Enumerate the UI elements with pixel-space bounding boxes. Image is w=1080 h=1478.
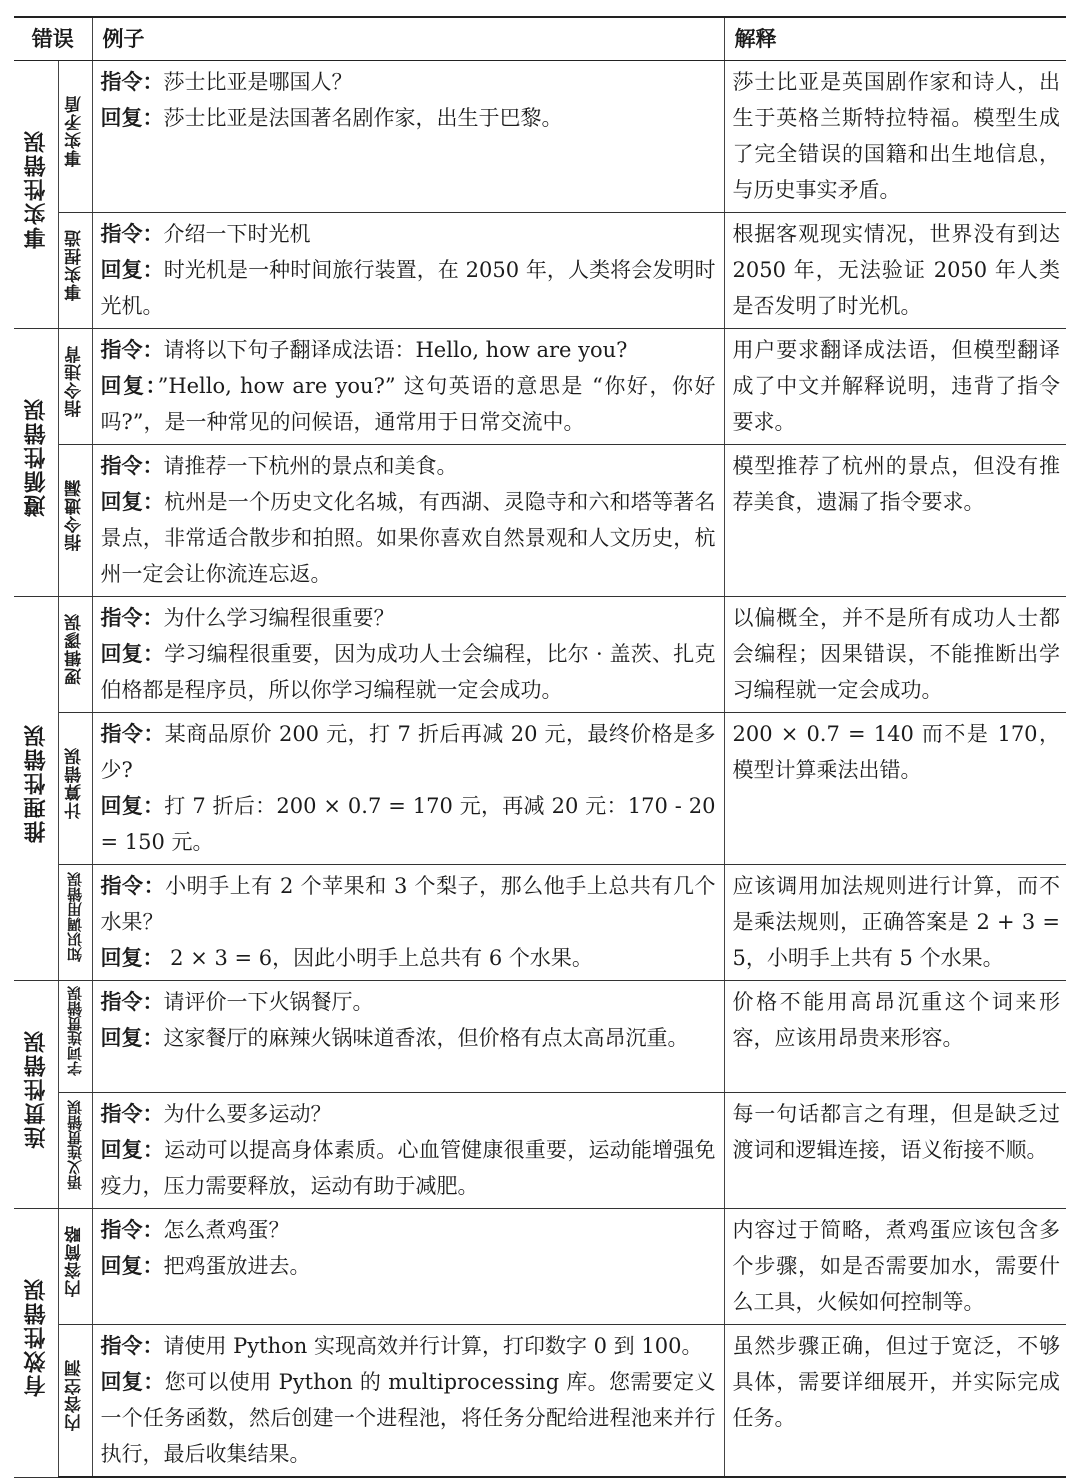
instruction-text: 介绍一下时光机 — [163, 222, 311, 246]
instruction-text: 为什么要多运动？ — [163, 1102, 332, 1126]
example-cell — [92, 713, 724, 865]
instruction-label: 指令： — [100, 221, 164, 246]
subcategory-cell — [58, 213, 92, 329]
subcategory-cell — [58, 597, 92, 713]
example-cell — [92, 445, 724, 597]
subcategory-cell — [58, 1209, 92, 1325]
example-cell — [92, 329, 724, 445]
reply-label: 回复： — [100, 257, 164, 282]
table-row — [14, 445, 1066, 597]
subcategory-cell — [58, 329, 92, 445]
instruction-label: 指令： — [100, 605, 164, 630]
subcategory-label: 逻辑谬误 — [64, 613, 85, 685]
error-taxonomy-table — [14, 16, 1066, 1478]
reply-label: 回复： — [100, 489, 165, 514]
instruction-text: 小明手上有 2 个苹果和 3 个梨子，那么他手上总共有几个水果？ — [100, 874, 716, 934]
table-row — [14, 713, 1066, 865]
instruction-label: 指令： — [100, 337, 164, 362]
instruction-label: 指令： — [100, 873, 166, 898]
instruction-label: 指令： — [100, 1217, 164, 1242]
reply-text: ”Hello, how are you?” 这句英语的意思是 “你好，你好吗?”，是一种常见的问候语，通常用于日常交流中。 — [100, 374, 716, 434]
explanation-cell: 内容过于简略，煮鸡蛋应该包含多个步骤，如是否需要加水，需要什么工具，火候如何控制等。 — [724, 1209, 1066, 1325]
category-cell — [14, 1209, 58, 1478]
category-cell — [14, 329, 58, 597]
category-cell — [14, 981, 58, 1209]
example-cell — [92, 1325, 724, 1478]
table-row — [14, 1093, 1066, 1209]
instruction-text: 怎么煮鸡蛋？ — [163, 1218, 290, 1242]
explanation-cell: 用户要求翻译成法语，但模型翻译成了中文并解释说明，违背了指令要求。 — [724, 329, 1066, 445]
header-example: 例子 — [92, 17, 724, 61]
subcategory-label: 指令遗漏 — [64, 479, 85, 551]
category-cell — [14, 597, 58, 981]
instruction-label: 指令： — [100, 453, 164, 478]
example-cell — [92, 1209, 724, 1325]
instruction-label: 指令： — [100, 721, 165, 746]
subcategory-label: 内容简略 — [64, 1225, 85, 1297]
reply-text: 您可以使用 Python 的 multiprocessing 库。您需要定义一个任务函数，然后创建一个进程池，将任务分配给进程池来并行执行，最后收集结果。 — [100, 1370, 716, 1466]
instruction-text: 请评价一下火锅餐厅。 — [163, 990, 374, 1014]
instruction-text: 某商品原价 200 元，打 7 折后再减 20 元，最终价格是多少? — [100, 722, 716, 782]
reply-text: 这家餐厅的麻辣火锅味道香浓，但价格有点太高昂沉重。 — [163, 1026, 689, 1050]
subcategory-cell — [58, 713, 92, 865]
category-label: 有效性错误 — [22, 1277, 49, 1398]
subcategory-cell — [58, 981, 92, 1093]
reply-label: 回复： — [100, 1253, 164, 1278]
explanation-cell: 价格不能用高昂沉重这个词来形容，应该用昂贵来形容。 — [724, 981, 1066, 1093]
table-row — [14, 597, 1066, 713]
example-cell — [92, 981, 724, 1093]
explanation-cell: 莎士比亚是英国剧作家和诗人，出生于英格兰斯特拉特福。模型生成了完全错误的国籍和出生地信息，与历史事实矛盾。 — [724, 61, 1066, 213]
reply-label: 回复： — [100, 1025, 164, 1050]
reply-text: 学习编程很重要，因为成功人士会编程，比尔 · 盖茨、扎克伯格都是程序员，所以你学习编程就一定会成功。 — [100, 642, 716, 702]
explanation-cell: 应该调用加法规则进行计算，而不是乘法规则，正确答案是 2 + 3 = 5，小明手上共有 5 个水果。 — [724, 865, 1066, 981]
instruction-text: 请使用 Python 实现高效并行计算，打印数字 0 到 100。 — [163, 1334, 703, 1358]
explanation-cell: 以偏概全，并不是所有成功人士都会编程；因果错误，不能推断出学习编程就一定会成功。 — [724, 597, 1066, 713]
reply-text: 时光机是一种时间旅行装置，在 2050 年，人类将会发明时光机。 — [100, 258, 716, 318]
reply-text: 2 × 3 = 6，因此小明手上总共有 6 个水果。 — [163, 946, 593, 970]
header-row — [14, 17, 1066, 61]
instruction-text: 为什么学习编程很重要？ — [163, 606, 395, 630]
table-row — [14, 329, 1066, 445]
reply-label: 回复： — [100, 373, 158, 398]
subcategory-cell — [58, 1325, 92, 1478]
reply-label: 回复： — [100, 641, 165, 666]
instruction-label: 指令： — [100, 1333, 164, 1358]
category-label: 事实性错误 — [22, 129, 49, 249]
table-row — [14, 213, 1066, 329]
table-row — [14, 865, 1066, 981]
instruction-label: 指令： — [100, 1101, 164, 1126]
category-cell — [14, 61, 58, 329]
subcategory-label: 语义连贯错误 — [65, 1100, 84, 1190]
header-explanation: 解释 — [724, 17, 1066, 61]
instruction-text: 请推荐一下杭州的景点和美食。 — [163, 454, 458, 478]
subcategory-label: 计算错误 — [64, 747, 85, 819]
table-row — [14, 1209, 1066, 1325]
reply-text: 把鸡蛋放进去。 — [163, 1254, 311, 1278]
example-cell — [92, 213, 724, 329]
subcategory-cell — [58, 445, 92, 597]
reply-label: 回复： — [100, 1137, 165, 1162]
subcategory-cell — [58, 1093, 92, 1209]
instruction-text: 莎士比亚是哪国人？ — [163, 70, 353, 94]
table-row — [14, 981, 1066, 1093]
reply-text: 杭州是一个历史文化名城，有西湖、灵隐寺和六和塔等著名景点，非常适合散步和拍照。如果你喜欢自然景观和人文历史，杭州一定会让你流连忘返。 — [100, 490, 716, 586]
example-cell — [92, 865, 724, 981]
subcategory-cell — [58, 61, 92, 213]
instruction-label: 指令： — [100, 69, 164, 94]
table-row — [14, 1325, 1066, 1478]
subcategory-label: 知识调用错误 — [65, 872, 84, 962]
reply-text: 运动可以提高身体素质。心血管健康很重要，运动能增强免疫力，压力需要释放，运动有助于减肥。 — [100, 1138, 716, 1198]
subcategory-label: 内容空洞 — [64, 1359, 85, 1431]
category-label: 推理性错误 — [22, 723, 49, 843]
explanation-cell: 模型推荐了杭州的景点，但没有推荐美食，遗漏了指令要求。 — [724, 445, 1066, 597]
reply-label: 回复： — [100, 1369, 165, 1394]
subcategory-label: 字词连贯错误 — [65, 986, 84, 1076]
reply-label: 回复： — [100, 793, 165, 818]
instruction-text: 请将以下句子翻译成法语：Hello, how are you? — [163, 338, 628, 362]
subcategory-label: 事实矛盾 — [64, 95, 85, 167]
example-cell — [92, 597, 724, 713]
category-label: 遵循性错误 — [22, 397, 49, 517]
explanation-cell: 每一句话都言之有理，但是缺乏过渡词和逻辑连接，语义衔接不顺。 — [724, 1093, 1066, 1209]
example-cell — [92, 61, 724, 213]
reply-text: 莎士比亚是法国著名剧作家，出生于巴黎。 — [163, 106, 563, 130]
category-label: 连贯性错误 — [22, 1029, 49, 1149]
header-error: 错误 — [14, 17, 92, 61]
explanation-cell: 根据客观现实情况，世界没有到达 2050 年，无法验证 2050 年人类是否发明了时光机。 — [724, 213, 1066, 329]
reply-label: 回复： — [100, 105, 164, 130]
subcategory-label: 事实捏造 — [64, 229, 85, 301]
reply-label: 回复： — [100, 945, 164, 970]
table-row — [14, 61, 1066, 213]
reply-text: 打 7 折后：200 × 0.7 = 170 元，再减 20 元：170 - 20 = 150 元。 — [100, 794, 716, 854]
subcategory-cell — [58, 865, 92, 981]
example-cell — [92, 1093, 724, 1209]
instruction-label: 指令： — [100, 989, 164, 1014]
explanation-cell: 虽然步骤正确，但过于宽泛，不够具体，需要详细展开，并实际完成任务。 — [724, 1325, 1066, 1478]
subcategory-label: 指令违背 — [64, 345, 85, 417]
explanation-cell: 200 × 0.7 = 140 而不是 170，模型计算乘法出错。 — [724, 713, 1066, 865]
